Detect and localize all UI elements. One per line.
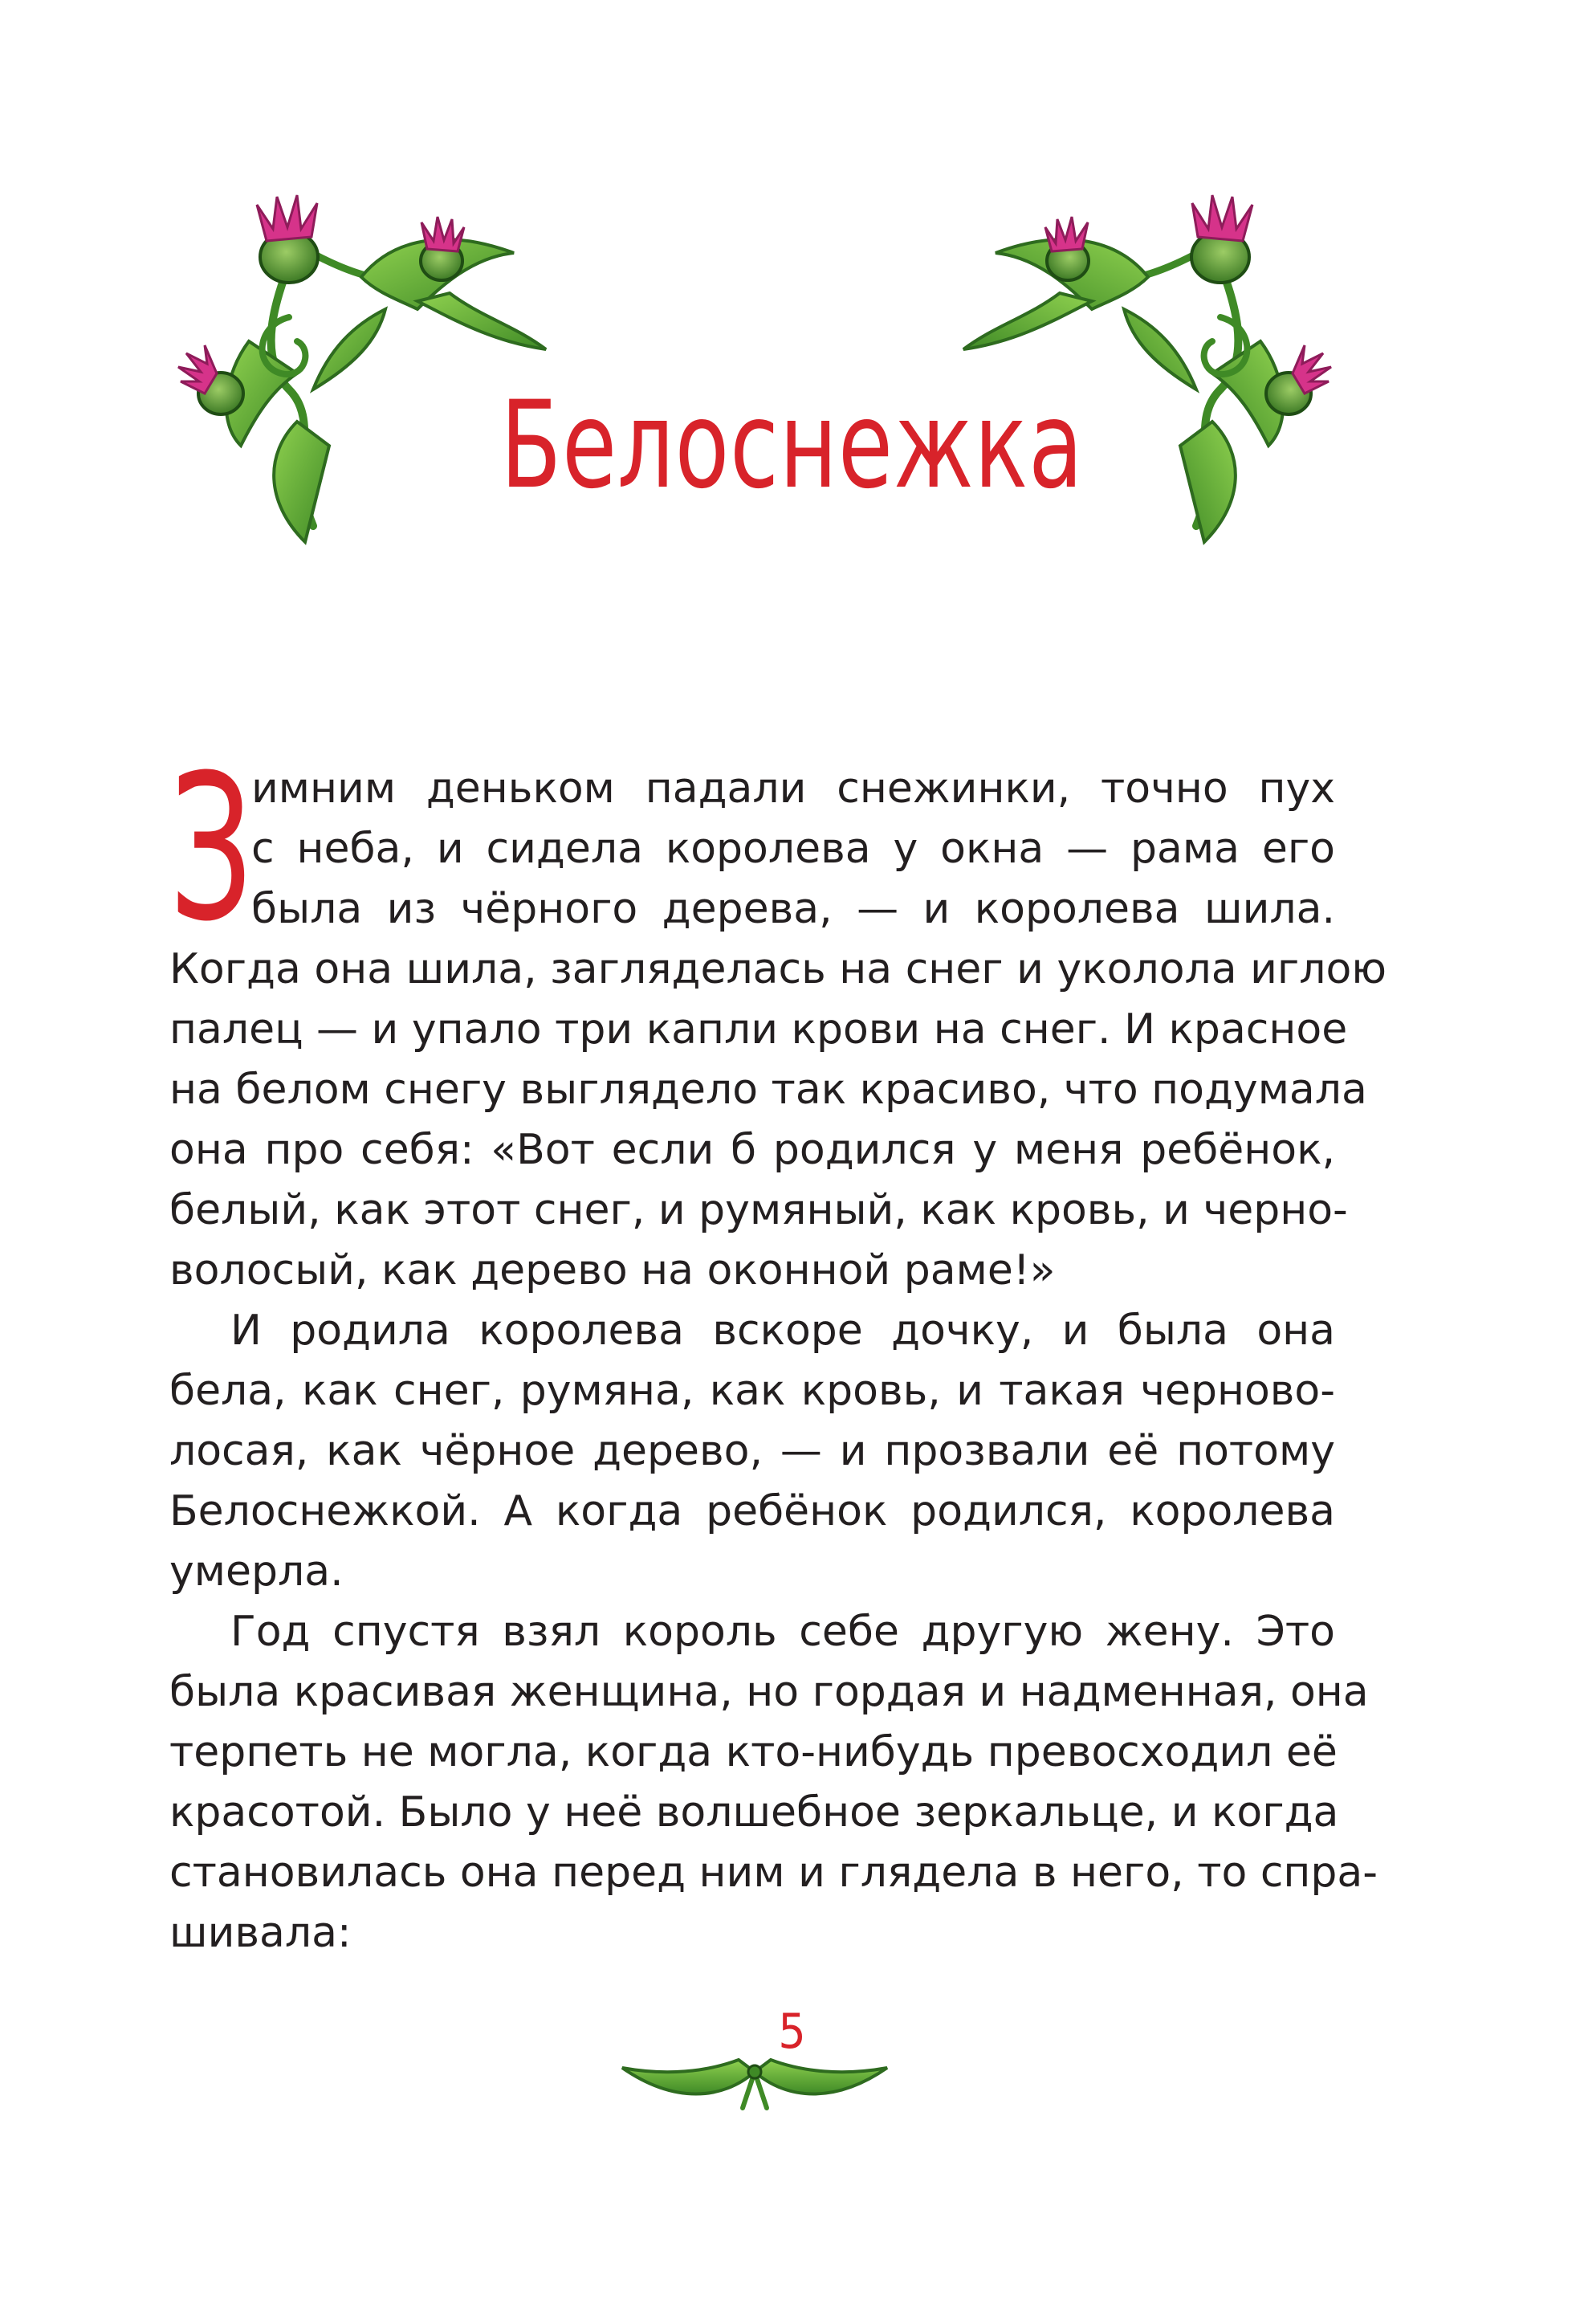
text-line: Белоснежкой. А когда ребёнок родился, королева xyxy=(169,1487,1335,1535)
text-line: палец — и упало три капли крови на снег. И красное xyxy=(169,1005,1348,1054)
text-line: имним деньком падали снежинки, точно пух xyxy=(251,764,1335,813)
text-line: волосый, как дерево на оконной раме!» xyxy=(169,1246,1056,1295)
paragraph-2 xyxy=(169,1301,1335,1602)
text-line: терпеть не могла, когда кто-нибудь превосходил её xyxy=(169,1728,1338,1776)
text-line: И родила королева вскоре дочку, и была она xyxy=(230,1307,1335,1355)
page-title: Белоснежка xyxy=(500,376,1084,516)
text-line: Когда она шила, загляделась на снег и уколола иглою xyxy=(169,945,1387,993)
text-line: шивала: xyxy=(169,1909,352,1957)
page-number: 5 xyxy=(778,2004,806,2060)
text-line: Год спустя взял король себе другую жену. Это xyxy=(230,1608,1335,1656)
text-line: на белом снегу выглядело так красиво, что подумала xyxy=(169,1066,1367,1114)
text-line: белый, как этот снег, и румяный, как кровь, и черно- xyxy=(169,1186,1348,1234)
paragraph-3 xyxy=(169,1602,1378,1963)
text-line: лосая, как чёрное дерево, — и прозвали её потому xyxy=(169,1427,1335,1475)
text-line: красотой. Было у неё волшебное зеркальце, и когда xyxy=(169,1788,1339,1837)
text-line: бела, как снег, румяна, как кровь, и такая черново- xyxy=(169,1367,1335,1415)
story-text xyxy=(169,732,1387,1963)
drop-cap: З xyxy=(169,732,253,965)
leaf-vine-icon xyxy=(618,2028,891,2116)
paragraph-1 xyxy=(169,732,1387,1301)
text-line: была из чёрного дерева, — и королева шила. xyxy=(251,885,1335,933)
text-line: становилась она перед ним и глядела в него, то спра- xyxy=(169,1849,1378,1897)
text-line: она про себя: «Вот если б родился у меня ребёнок, xyxy=(169,1126,1335,1174)
text-line: была красивая женщина, но гордая и надменная, она xyxy=(169,1668,1369,1716)
text-line: с неба, и сидела королева у окна — рама его xyxy=(251,825,1335,873)
text-line: умерла. xyxy=(169,1547,344,1596)
